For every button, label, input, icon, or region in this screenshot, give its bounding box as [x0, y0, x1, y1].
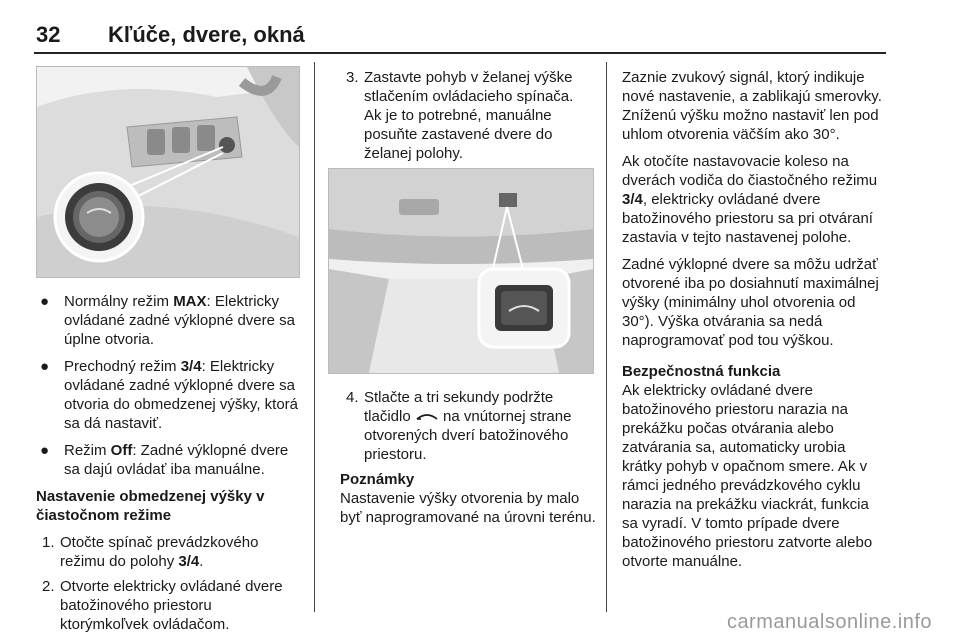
step-2: 2. Otvorte elektricky ovládané dvere batožinového priestoru ktorýmkoľvek ovládačom. [42, 578, 283, 633]
safety-text: Ak elektricky ovládané dvere batožinového priestoru narazia na prekážku počas otvárania alebo zatvárania sa, automaticky urobia krátky pohyb v opačnom smere. Ak v rámci jedného prevádzkového cyklu narazia na prekážku viackrát, funkcia sa vyradí. V tomto prípade dvere batožinového priestoru zatvorte alebo otvorte manuálne. [622, 382, 873, 570]
page-title: Kľúče, dvere, okná [108, 22, 305, 47]
driver-door-switch-illustration [36, 66, 300, 278]
step-3: 3. Zastavte pohyb v želanej výške stlačením ovládacieho spínača. Ak je to potrebné, manuálne posuňte zastavené dvere do želanej polohy. [346, 69, 574, 162]
mode-label: 3/4 [180, 358, 202, 375]
watermark: carmanualsonline.info [726, 611, 932, 633]
column-2-top [340, 68, 592, 169]
column-2-bottom [340, 388, 596, 535]
section-heading: Nastavenie obmedzenej výšky v čiastočnom režime [36, 488, 265, 524]
header-rule [34, 52, 886, 54]
mode-off-item: ● Režim Off: Zadné výklopné dvere sa dajú ovládať iba manuálne. [40, 442, 289, 478]
paragraph: Zadné výklopné dvere sa môžu udržať otvorené iba po dosiahnutí maximálnej výšky (minimálny uhol otvorenia od 30°). Výška otvárania sa nedá naprogramovať pod tou výškou. [622, 256, 879, 349]
page-number: 32 [36, 22, 61, 47]
column-3 [622, 68, 888, 579]
step-4: 4. Stlačte a tri sekundy podržte tlačidlo na vnútornej strane otvorených dverí batožinového priestoru. [346, 389, 572, 463]
column-divider-1 [314, 62, 315, 612]
step-1: 1. Otočte spínač prevádzkového režimu do polohy 3/4. [42, 534, 259, 570]
page-header [36, 22, 305, 48]
note-heading: Poznámky [340, 471, 415, 488]
column-1 [36, 292, 302, 640]
mode-partial-item: ● Prechodný režim 3/4: Elektricky ovládané zadné výklopné dvere sa otvoria do obmedzenej výšky, ktorá sa dá nastaviť. [40, 358, 299, 432]
tailgate-button-illustration [328, 168, 594, 374]
column-divider-2 [606, 62, 607, 612]
paragraph: Zaznie zvukový signál, ktorý indikuje nové nastavenie, a zablikajú smerovky. Zníženú výšku možno nastaviť len pod uhlom otvorenia väčším ako 30°. [622, 69, 882, 143]
safety-heading: Bezpečnostná funkcia [622, 363, 781, 380]
tailgate-icon [415, 410, 439, 422]
mode-label: MAX [173, 293, 207, 310]
note-text: Nastavenie výšky otvorenia by malo byť naprogramované na úrovni terénu. [340, 490, 596, 526]
mode-label: Off [110, 442, 133, 459]
mode-max-item: ● Normálny režim MAX: Elektricky ovládané zadné výklopné dvere sa úplne otvoria. [40, 293, 295, 348]
paragraph: Ak otočíte nastavovacie koleso na dverách vodiča do čiastočného režimu 3/4, elektricky ovládané dvere batožinového priestoru sa pri otváraní zastavia v tejto nastavenej polohe. [622, 153, 878, 246]
